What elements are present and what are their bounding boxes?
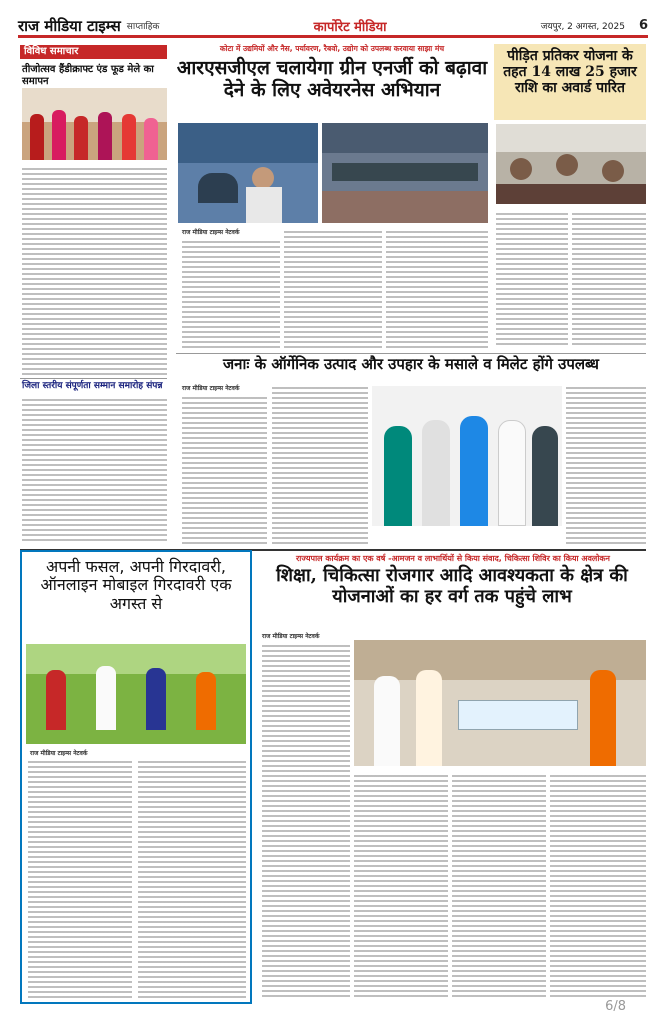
left-story1-title: तीजोत्सव हैंडीक्राफ्ट एंड फूड मेले का समापन <box>22 64 154 87</box>
farm-photo <box>26 644 246 744</box>
promo-col2 <box>138 758 246 998</box>
rsgl-photo-left <box>178 123 318 223</box>
bottom-col2 <box>354 772 448 998</box>
top-caption: राज मीडिया टाइम्स नेटवर्क <box>182 229 240 236</box>
section-title: कार्पोरेट मीडिया <box>313 19 387 35</box>
right-col1 <box>496 210 568 348</box>
right-col2 <box>572 210 646 348</box>
middle-col1 <box>182 394 267 544</box>
organic-photo <box>372 386 562 526</box>
top-headline: आरएसजीएल चलायेगा ग्रीन एनर्जी को बढ़ावा देने के लिए अवेयरनेस अभियान <box>176 57 488 101</box>
left-section-header: विविध समाचार <box>20 45 167 59</box>
bottom-headline: शिक्षा, चिकित्सा रोजगार आदि आवश्यकता के क्षेत्र की योजनाओं का हर वर्ग तक पहुंचे लाभ <box>276 565 628 607</box>
middle-col2 <box>272 384 368 544</box>
mela-photo <box>22 88 167 160</box>
rsgl-photo-right <box>322 123 488 223</box>
left-story2-title: जिला स्तरीय संपूर्णता सम्मान समारोह संपन्न <box>22 381 163 391</box>
promo-col1 <box>28 758 132 998</box>
newspaper-name: राज मीडिया टाइम्स <box>18 16 121 35</box>
bottom-caption: राज मीडिया टाइम्स नेटवर्क <box>262 633 320 640</box>
court-photo <box>496 124 646 204</box>
issue-date: जयपुर, 2 अगस्त, 2025 <box>540 22 625 32</box>
right-headline: पीड़ित प्रतिकर योजना के तहत 14 लाख 25 हजार राशि का अवार्ड पारित <box>494 44 646 120</box>
top-kicker: कोटा में उद्यमियों और नैस, पर्यावरण, रैबवो, उद्योग को उपलब्ध करवाया साझा मंच <box>219 44 445 53</box>
left-story1-body <box>22 165 167 375</box>
middle-headline: जनाः के ऑर्गेनिक उत्पाद और उपहार के मसाले व मिलेट होंगे उपलब्ध <box>222 355 599 373</box>
top-col1 <box>182 238 280 348</box>
middle-caption: राज मीडिया टाइम्स नेटवर्क <box>182 385 240 392</box>
masthead <box>18 16 648 38</box>
page-number: 6 <box>638 18 648 33</box>
newspaper-subtitle: साप्ताहिक <box>126 22 160 32</box>
top-col3 <box>386 228 488 348</box>
top-col2 <box>284 228 382 348</box>
promo-headline: अपनी फसल, अपनी गिरदावरी, ऑनलाइन मोबाइल गिरदावरी एक अगस्त से <box>40 557 232 613</box>
bottom-col1 <box>262 642 350 998</box>
bottom-col4 <box>550 772 646 998</box>
governor-photo <box>354 640 646 766</box>
left-story2-body <box>22 396 167 544</box>
lower-kicker: राज्यपाल कार्यक्रम का एक वर्ष -आमजन व लाभार्थियों से किया संवाद, चिकित्सा शिविर का किया अवलोकन <box>296 554 610 563</box>
page-indicator: 6/8 <box>605 999 626 1014</box>
middle-col4 <box>566 384 646 544</box>
promo-caption: राज मीडिया टाइम्स नेटवर्क <box>30 750 88 757</box>
bottom-col3 <box>452 772 546 998</box>
